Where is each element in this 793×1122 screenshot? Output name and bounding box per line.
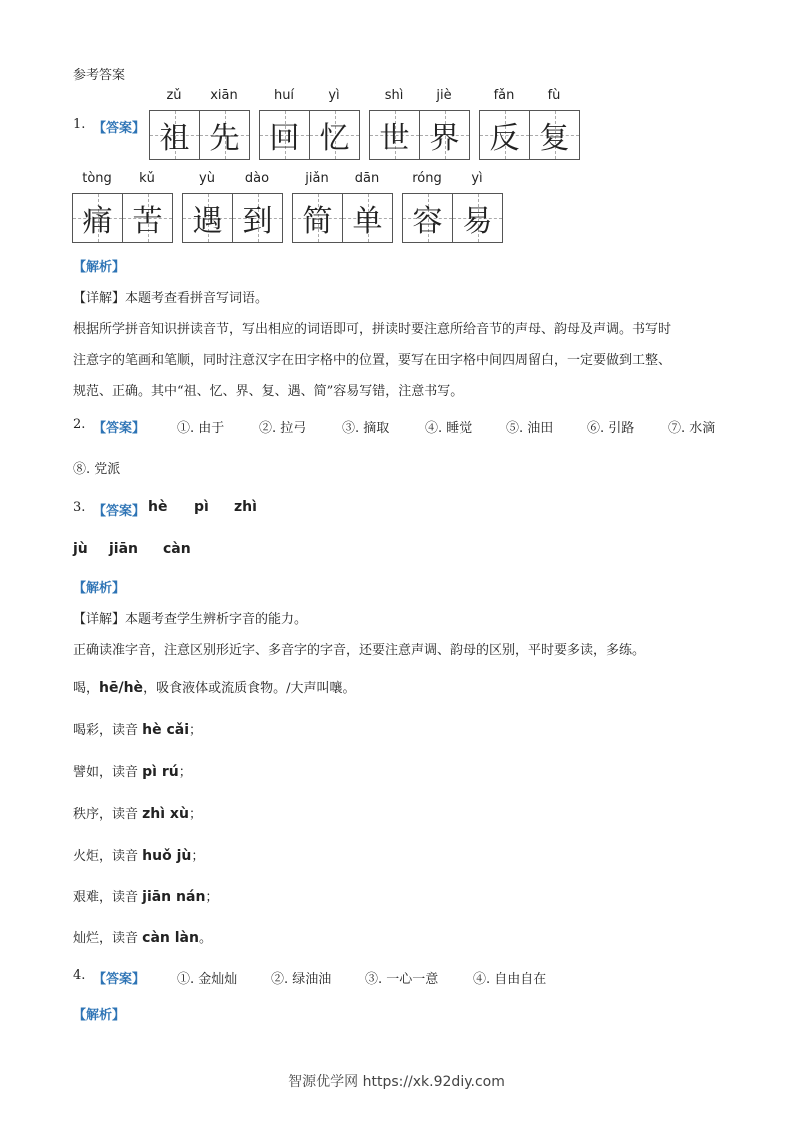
grid-pinyin: yì [328, 88, 340, 103]
q1-analysis-tag: 【解析】 [73, 260, 126, 275]
grid-word [369, 88, 470, 160]
grid-cell [403, 194, 452, 242]
grid-pinyin: fǎn [493, 88, 515, 103]
grid-character: 世 [379, 121, 410, 156]
grid-pinyin: dào [244, 171, 270, 186]
grid-character: 反 [489, 121, 520, 156]
q1-explanation-line-2: 注意字的笔画和笔顺，同时注意汉字在田字格中的位置，要写在田字格中间四周留白，一定要做到工整、 [73, 353, 672, 368]
grid-character: 遇 [192, 204, 223, 239]
grid-cell [260, 111, 309, 159]
q3-answer-5: jiān [109, 541, 139, 557]
q2-option-8: ⑧. 党派 [73, 462, 121, 477]
grid-cell [232, 194, 282, 242]
q4-option-2: ②. 绿油油 [271, 972, 332, 987]
q2-number: 2. [73, 417, 86, 432]
grid-pinyin: yì [471, 171, 483, 186]
he-pinyin: hē/hè [99, 680, 144, 696]
q1-explanation-line-1: 根据所学拼音知识拼读音节，写出相应的词语即可，拼读时要注意所给音节的声母、韵母及声调。书写时 [73, 322, 672, 337]
grid-cell [370, 111, 419, 159]
grid-character: 到 [242, 204, 273, 239]
q2-option-7: ⑦. 水滴 [668, 421, 716, 436]
grid-cell [342, 194, 392, 242]
he-meaning: ，吸食液体或流质食物。/大声叫嚷。 [143, 681, 356, 696]
grid-word [182, 171, 283, 243]
q1-answer-tag: 【答案】 [93, 121, 146, 136]
grid-pinyin: xiān [210, 88, 238, 103]
grid-pinyin: fù [547, 88, 561, 103]
grid-cell [309, 111, 359, 159]
q3-answer-4: jù [73, 541, 88, 557]
grid-character: 回 [269, 121, 300, 156]
q4-number: 4. [73, 968, 86, 983]
grid-character: 界 [429, 121, 460, 156]
grid-cell [199, 111, 249, 159]
q3-detail: 【详解】本题考查学生辨析字音的能力。 [73, 612, 308, 627]
footer-watermark: 智源优学网 https://xk.92diy.com [288, 1074, 505, 1090]
grid-word [72, 171, 173, 243]
grid-cell [150, 111, 199, 159]
q1-grid-row-2 [72, 171, 512, 243]
reading-line: 艰难，读音 jiān nán； [73, 889, 219, 905]
grid-pinyin: kǔ [139, 171, 155, 186]
grid-pinyin: huí [273, 88, 295, 103]
grid-character: 先 [209, 121, 240, 156]
he-char: 喝， [73, 681, 100, 696]
grid-word [479, 88, 580, 160]
q4-option-4: ④. 自由自在 [473, 972, 547, 987]
q2-option-3: ③. 摘取 [342, 421, 390, 436]
q2-option-1: ①. 由于 [177, 421, 225, 436]
grid-pinyin: dān [354, 171, 380, 186]
reading-line: 火炬，读音 huǒ jù； [73, 848, 205, 864]
q2-option-6: ⑥. 引路 [587, 421, 635, 436]
q4-option-1: ①. 金灿灿 [177, 972, 238, 987]
grid-character: 祖 [159, 121, 190, 156]
grid-character: 单 [352, 204, 383, 239]
q4-option-3: ③. 一心一意 [365, 972, 439, 987]
grid-character: 忆 [319, 121, 350, 156]
grid-word [292, 171, 393, 243]
reading-line: 秩序，读音 zhì xù； [73, 806, 202, 822]
q3-answer-tag: 【答案】 [93, 504, 146, 519]
grid-pinyin: yù [199, 171, 215, 186]
grid-cell [122, 194, 172, 242]
grid-word [402, 171, 503, 243]
q3-answer-6: càn [163, 541, 191, 557]
grid-character: 痛 [82, 204, 113, 239]
grid-character: 苦 [132, 204, 163, 239]
grid-cell [293, 194, 342, 242]
q3-answer-3: zhì [234, 499, 257, 515]
q1-number: 1. [73, 117, 86, 132]
grid-pinyin: róng [412, 171, 442, 186]
reading-line: 譬如，读音 pì rú； [73, 764, 192, 780]
q2-answer-tag: 【答案】 [93, 421, 146, 436]
grid-cell [73, 194, 122, 242]
grid-pinyin: jiè [436, 88, 452, 103]
grid-pinyin: zǔ [166, 88, 182, 103]
q2-option-5: ⑤. 油田 [506, 421, 554, 436]
grid-character: 复 [539, 121, 570, 156]
q4-answer-tag: 【答案】 [93, 972, 146, 987]
q3-analysis-tag: 【解析】 [73, 581, 126, 596]
q1-grid-row-1 [149, 88, 589, 160]
q3-number: 3. [73, 500, 86, 515]
q1-detail: 【详解】本题考查看拼音写词语。 [73, 291, 269, 306]
q3-explanation: 正确读准字音，注意区别形近字、多音字的字音，还要注意声调、韵母的区别，平时要多读，多练。 [73, 643, 646, 658]
grid-cell [529, 111, 579, 159]
grid-cell [419, 111, 469, 159]
grid-pinyin: shì [384, 88, 404, 103]
q3-he-definition [73, 677, 355, 696]
grid-cell [452, 194, 502, 242]
grid-word [149, 88, 250, 160]
page-heading: 参考答案 [73, 68, 126, 83]
grid-pinyin: jiǎn [305, 171, 329, 186]
grid-character: 易 [462, 204, 493, 239]
grid-pinyin: tòng [82, 171, 112, 186]
grid-character: 简 [302, 204, 333, 239]
q2-option-2: ②. 拉弓 [259, 421, 307, 436]
q3-answer-2: pì [194, 499, 209, 515]
grid-cell [183, 194, 232, 242]
q3-answer-1: hè [148, 499, 168, 515]
reading-line: 喝彩，读音 hè cǎi； [73, 722, 203, 738]
reading-line: 灿烂，读音 càn làn。 [73, 930, 212, 946]
grid-cell [480, 111, 529, 159]
q2-option-4: ④. 睡觉 [425, 421, 473, 436]
q4-analysis-tag: 【解析】 [73, 1008, 126, 1023]
grid-character: 容 [412, 204, 443, 239]
grid-word [259, 88, 360, 160]
q1-explanation-line-3: 规范、正确。其中“祖、忆、界、复、遇、简”容易写错，注意书写。 [73, 384, 464, 399]
